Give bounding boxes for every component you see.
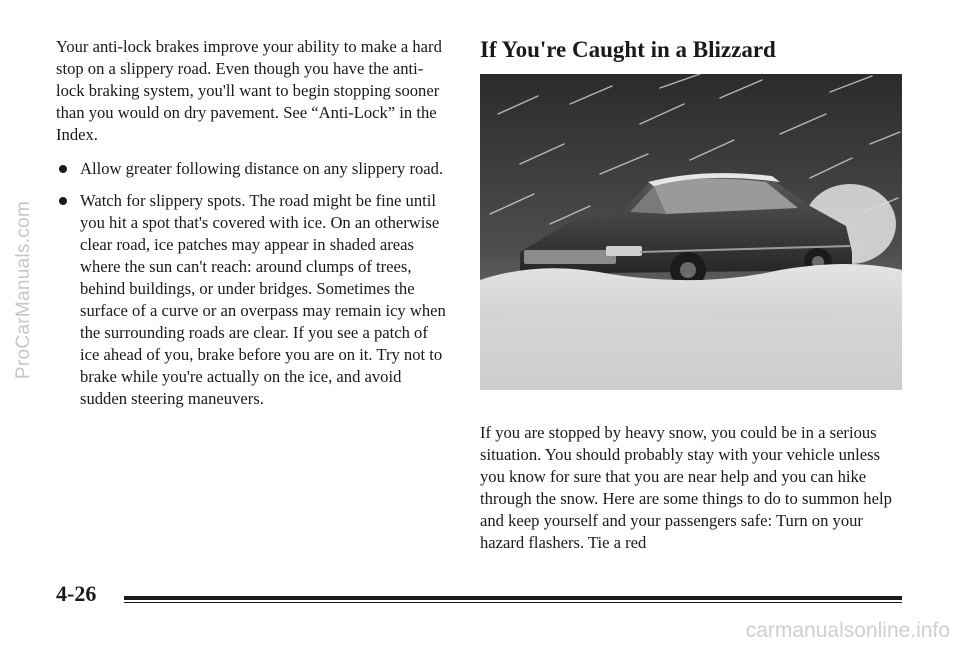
bullet-icon bbox=[59, 197, 67, 205]
intro-paragraph: Your anti-lock brakes improve your ability to make a hard stop on a slippery road. Even though you have the anti-lock braking system, you'll want to begin stopping sooner than you would on dry pavement. See “Anti-Lock” in the Index. bbox=[56, 37, 442, 144]
blizzard-car-illustration bbox=[480, 74, 902, 390]
list-item bbox=[56, 158, 448, 180]
footer-rule bbox=[124, 596, 902, 600]
side-watermark-text: ProCarManuals.com bbox=[13, 200, 34, 380]
bullet-text: Allow greater following distance on any slippery road. bbox=[80, 159, 444, 178]
body-paragraph: If you are stopped by heavy snow, you could be in a serious situation. You should probably stay with your vehicle unless you know for sure that you are near help and you can hike through the snow. Here are some things to do to summon help and keep yourself and your passengers safe: Turn on your hazard flashers. Tie a red bbox=[480, 423, 892, 552]
side-watermark bbox=[12, 140, 36, 440]
section-heading: If You're Caught in a Blizzard bbox=[480, 37, 776, 62]
page-number: 4-26 bbox=[56, 581, 97, 606]
bottom-watermark: carmanualsonline.info bbox=[745, 619, 950, 642]
tips-list bbox=[56, 158, 448, 410]
left-column bbox=[56, 36, 448, 420]
bullet-icon bbox=[59, 165, 67, 173]
footer-rule-thin bbox=[124, 602, 902, 603]
right-column bbox=[480, 36, 902, 554]
list-item bbox=[56, 190, 448, 410]
bullet-text: Watch for slippery spots. The road might be fine until you hit a spot that's covered with ice. On an otherwise clear road, ice patches may appear in shaded areas where the sun can't reach: around clumps of trees, behind buildings, or under bridges. Sometimes the surface of a curve or an overpass may remain icy when the surrounding roads are clear. If you see a patch of ice ahead of you, brake before you are on it. Try not to brake while you're actually on the ice, and avoid sudden steering maneuvers. bbox=[80, 191, 446, 408]
